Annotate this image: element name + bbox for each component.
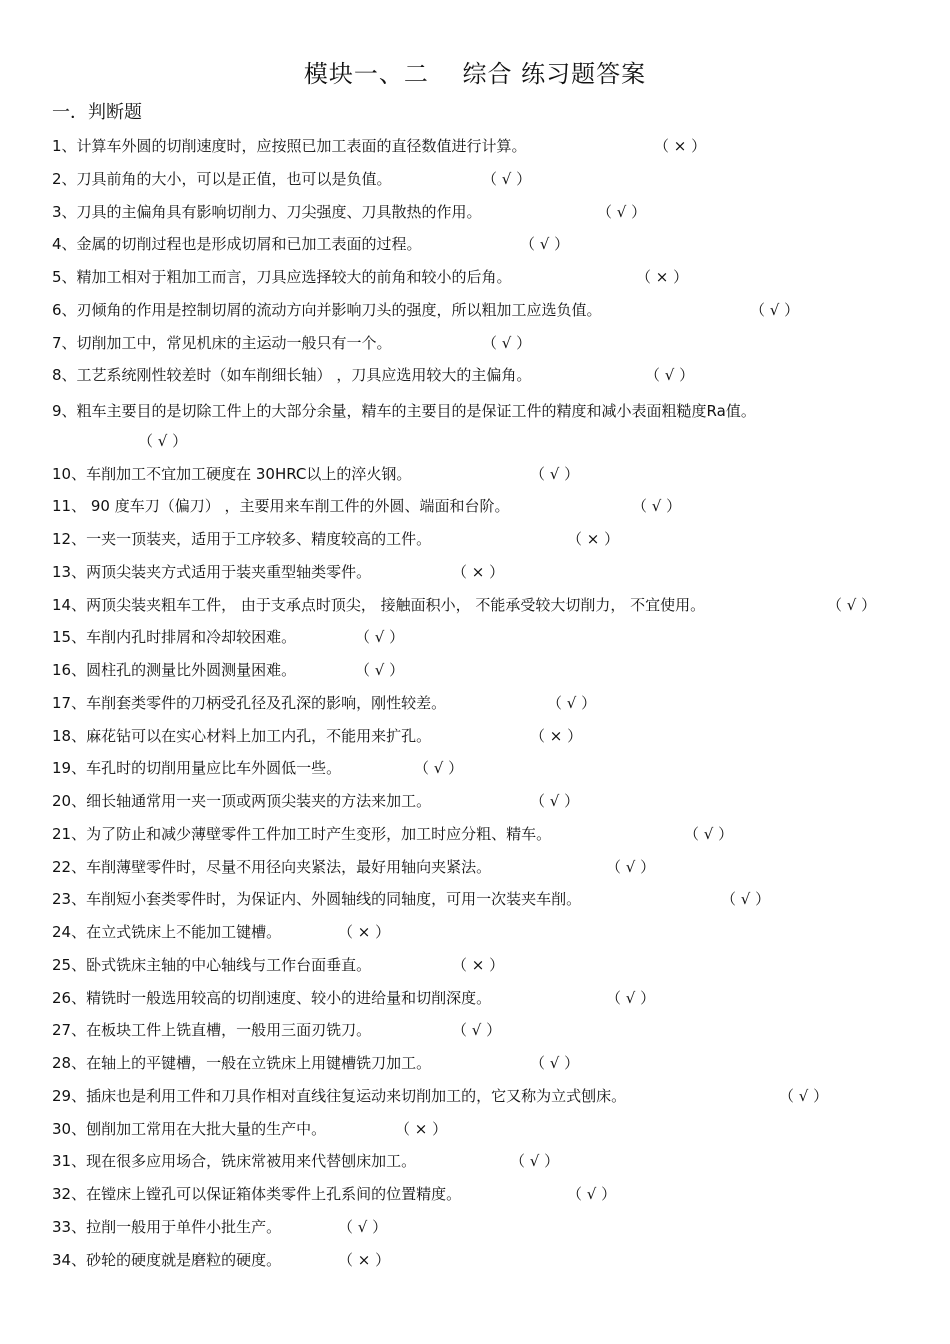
list-item [52, 133, 932, 166]
list-item [52, 1181, 932, 1214]
question-text: 10、车削加工不宜加工硬度在 30HRC以上的淬火钢。 [52, 464, 412, 483]
question-text: 2、刀具前角的大小，可以是正值，也可以是负值。 [52, 169, 392, 188]
answer-mark: （ √ ） [684, 824, 734, 843]
question-list [52, 133, 932, 1279]
answer-mark: （ √ ） [721, 890, 771, 909]
answer-mark: （ √ ） [530, 792, 580, 810]
answer-mark: （ √ ） [338, 1217, 388, 1236]
question-text: 15、车削内孔时排屑和冷却较困难。 [52, 628, 297, 647]
answer-mark: （ × ） [567, 530, 620, 548]
answer-mark: （ √ ） [547, 693, 597, 712]
list-item [52, 1247, 932, 1280]
question-text: 1、计算车外圆的切削速度时，应按照已加工表面的直径数值进行计算。 [52, 137, 527, 155]
list-item [52, 624, 932, 657]
question-text: 17、车削套类零件的刀柄受孔径及孔深的影响，刚性较差。 [52, 693, 447, 712]
list-item [52, 821, 932, 854]
answer-mark: （ √ ） [750, 300, 800, 319]
answer-mark: （ × ） [530, 726, 583, 745]
question-text: 29、插床也是利用工件和刀具作相对直线往复运动来切削加工的，它又称为立式刨床。 [52, 1086, 627, 1105]
question-text: 12、一夹一顶装夹，适用于工序较多、精度较高的工件。 [52, 530, 432, 548]
answer-mark: （ × ） [395, 1119, 448, 1138]
list-item [52, 395, 932, 461]
answer-mark: （ √ ） [567, 1185, 617, 1203]
list-item [52, 1116, 932, 1149]
question-text: 3、刀具的主偏角具有影响切削力、刀尖强度、刀具散热的作用。 [52, 202, 482, 221]
question-text: 18、麻花钻可以在实心材料上加工内孔，不能用来扩孔。 [52, 726, 432, 745]
question-text: 34、砂轮的硬度就是磨粒的硬度。 [52, 1250, 282, 1269]
question-text: 20、细长轴通常用一夹一顶或两顶尖装夹的方法来加工。 [52, 792, 432, 810]
list-item [52, 854, 932, 887]
list-item [52, 330, 932, 363]
list-item [52, 264, 932, 297]
question-text: 16、圆柱孔的测量比外圆测量困难。 [52, 661, 297, 679]
list-item [52, 1017, 932, 1050]
answer-mark: （ √ ） [645, 366, 695, 385]
question-text: 28、在轴上的平键槽，一般在立铣床上用键槽铣刀加工。 [52, 1054, 432, 1072]
question-text: 4、金属的切削过程也是形成切屑和已加工表面的过程。 [52, 235, 422, 254]
question-text: 13、两顶尖装夹方式适用于装夹重型轴类零件。 [52, 562, 372, 581]
list-item [52, 493, 932, 526]
question-text: 6、刃倾角的作用是控制切屑的流动方向并影响刀头的强度，所以粗加工应选负值。 [52, 300, 602, 319]
list-item [52, 919, 932, 952]
answer-mark: （ √ ） [606, 988, 656, 1007]
list-item [52, 985, 932, 1018]
list-item [52, 1050, 932, 1083]
answer-mark: （ √ ） [355, 628, 405, 647]
answer-mark: （ √ ） [482, 169, 532, 188]
list-item [52, 199, 932, 232]
question-text: 8、工艺系统刚性较差时（如车削细长轴） ，刀具应选用较大的主偏角。 [52, 366, 532, 385]
question-text: 19、车孔时的切削用量应比车外圆低一些。 [52, 759, 342, 778]
list-item [52, 886, 932, 919]
answer-mark: （ × ） [654, 137, 707, 155]
question-text: 27、在板块工件上铣直槽，一般用三面刃铣刀。 [52, 1021, 372, 1040]
answer-mark: （ √ ） [482, 333, 532, 352]
list-item [52, 723, 932, 756]
answer-mark: （ × ） [338, 1250, 391, 1269]
list-item [52, 657, 932, 690]
list-item [52, 592, 932, 625]
list-item [52, 559, 932, 592]
answer-mark: （ √ ） [510, 1152, 560, 1171]
list-item [52, 1083, 932, 1116]
list-item [52, 1214, 932, 1247]
list-item [52, 526, 932, 559]
list-item [52, 231, 932, 264]
question-text: 33、拉削一般用于单件小批生产。 [52, 1217, 282, 1236]
answer-mark: （ √ ） [632, 497, 682, 516]
question-text: 26、精铣时一般选用较高的切削速度、较小的进给量和切削深度。 [52, 988, 492, 1007]
list-item [52, 166, 932, 199]
question-text: 23、车削短小套类零件时，为保证内、外圆轴线的同轴度，可用一次装夹车削。 [52, 890, 582, 909]
answer-mark: （ √ ） [414, 759, 464, 778]
answer-mark: （ √ ） [827, 595, 877, 614]
question-text: 11、 90 度车刀（偏刀） ，主要用来车削工件的外圆、端面和台阶。 [52, 497, 510, 516]
answer-mark: （ √ ） [530, 464, 580, 483]
answer-mark: （ × ） [452, 955, 505, 974]
question-text: 24、在立式铣床上不能加工键槽。 [52, 923, 282, 941]
list-item [52, 362, 932, 395]
list-item [52, 690, 932, 723]
answer-mark: （ √ ） [355, 661, 405, 679]
question-text: 22、车削薄壁零件时，尽量不用径向夹紧法，最好用轴向夹紧法。 [52, 857, 492, 876]
answer-mark: （ √ ） [606, 857, 656, 876]
list-item [52, 297, 932, 330]
question-text: 25、卧式铣床主轴的中心轴线与工作台面垂直。 [52, 955, 372, 974]
list-item [52, 788, 932, 821]
answer-mark: （ √ ） [597, 202, 647, 221]
answer-mark: （ √ ） [530, 1054, 580, 1072]
question-text: 32、在镗床上镗孔可以保证箱体类零件上孔系间的位置精度。 [52, 1185, 462, 1203]
answer-mark: （ √ ） [138, 431, 188, 450]
list-item [52, 755, 932, 788]
answer-mark: （ √ ） [779, 1086, 829, 1105]
answer-mark: （ × ） [636, 268, 689, 286]
question-text: 21、为了防止和减少薄壁零件工件加工时产生变形，加工时应分粗、精车。 [52, 824, 552, 843]
answer-mark: （ × ） [338, 923, 391, 941]
document-title: 模块一、二 综合 练习题答案 [303, 60, 647, 88]
question-text: 30、刨削加工常用在大批大量的生产中。 [52, 1119, 327, 1138]
answer-mark: （ × ） [452, 562, 505, 581]
question-text: 9、粗车主要目的是切除工件上的大部分余量，精车的主要目的是保证工件的精度和减小表面粗糙度Ra值。 [52, 402, 756, 420]
question-text: 31、现在很多应用场合，铣床常被用来代替刨床加工。 [52, 1152, 417, 1171]
answer-mark: （ √ ） [520, 235, 570, 254]
section-heading: 一．判断题 [52, 102, 142, 123]
question-text: 14、两顶尖装夹粗车工件， 由于支承点时顶尖， 接触面积小， 不能承受较大切削力， 不宜使用。 [52, 595, 706, 614]
list-item [52, 461, 932, 494]
answer-mark: （ √ ） [452, 1021, 502, 1040]
list-item [52, 952, 932, 985]
question-text: 7、切削加工中，常见机床的主运动一般只有一个。 [52, 333, 392, 352]
list-item [52, 1148, 932, 1181]
question-text: 5、精加工相对于粗加工而言，刀具应选择较大的前角和较小的后角。 [52, 268, 512, 286]
